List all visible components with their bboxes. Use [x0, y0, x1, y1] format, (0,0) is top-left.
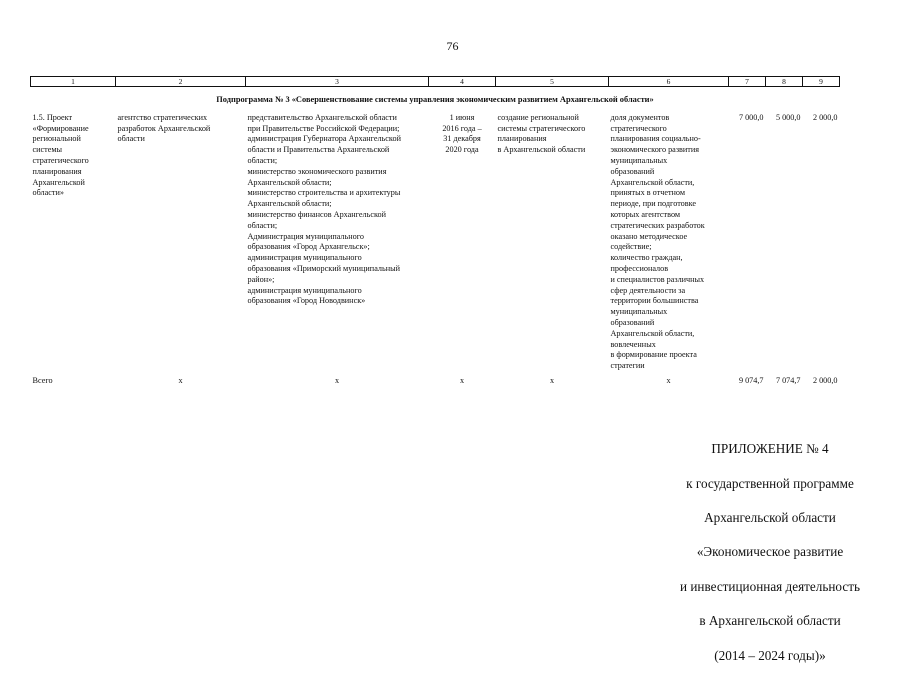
total-col7-cell: 9 074,7 — [738, 375, 764, 385]
total-col8-cell: 7 074,7 — [775, 375, 801, 385]
subprogram-title: Подпрограмма № 3 «Совершенствование системы управления экономическим развитием Архангельской области» — [216, 95, 654, 104]
column-number-3: 3 — [246, 77, 429, 87]
appendix-line: к государственной программе — [686, 475, 854, 491]
total-col2-cell: х — [178, 375, 183, 385]
column-number-4: 4 — [429, 77, 496, 87]
total-col9-cell: 2 000,0 — [812, 375, 838, 385]
subprogram-row — [31, 87, 877, 113]
program-table — [30, 76, 877, 387]
total-col6-cell: х — [666, 375, 671, 385]
funding-total-cell: 7 000,0 — [738, 112, 764, 122]
funding-col8-cell: 5 000,0 — [775, 112, 801, 122]
column-number-7: 7 — [729, 77, 766, 87]
total-row — [31, 372, 877, 387]
appendix-line: (2014 – 2024 годы)» — [714, 647, 826, 663]
appendix-line: «Экономическое развитие — [696, 544, 844, 560]
column-number-row — [31, 77, 877, 87]
appendix-heading — [620, 423, 905, 681]
column-number-5: 5 — [496, 77, 609, 87]
column-number-6: 6 — [609, 77, 729, 87]
appendix-line: в Архангельской области — [699, 613, 841, 629]
co-executors-cell: представительство Архангельской области при Правительстве Российской Федерации; администрация Губернатора Архангельской области и Правительства Архангельской области; министерство экономического развития Архангельской области; министерство строительства и архитектуры Архангельской области; министерство финансов Архангельской области; Администрация муниципального образования «Город Архангельск»; администрация муниципального образования «Приморский муниципальный район»; администрация муниципального образования «Город Новодвинск» — [247, 112, 401, 306]
page-number: 76 — [446, 39, 459, 53]
indicators-cell: доля документов стратегического планирования социально- экономического развития муниципальных образований Архангельской области, принятых в отчетном периоде, при подготовке которых агентством стратегических разработок оказано методическое содействие; количество граждан, профессионалов и специалистов различных сфер деятельности за территории большинства муниципальных образований Архангельской области, вовлеченных в формирование проекта стратегии — [610, 112, 705, 371]
funding-col9-cell: 2 000,0 — [812, 112, 838, 122]
table-row — [31, 113, 877, 372]
total-col3-cell: х — [334, 375, 340, 385]
column-number-1: 1 — [31, 77, 116, 87]
appendix-line: и инвестиционная деятельность — [680, 578, 860, 594]
period-cell: 1 июня 2016 года – 31 декабря 2020 года — [442, 112, 482, 155]
appendix-line: Архангельской области — [704, 510, 836, 526]
expected-result-cell: создание региональной системы стратегического планирования в Архангельской области — [497, 112, 586, 155]
column-number-2: 2 — [116, 77, 246, 87]
project-name-cell: 1.5. Проект «Формирование региональной системы стратегического планирования Архангельской области» — [32, 112, 89, 198]
total-col4-cell: х — [459, 375, 465, 385]
column-number-8: 8 — [766, 77, 803, 87]
total-col5-cell: х — [549, 375, 555, 385]
responsible-executor-cell: агентство стратегических разработок Архангельской области — [117, 112, 211, 144]
total-label-cell: Всего — [32, 375, 53, 385]
column-number-9: 9 — [803, 77, 840, 87]
appendix-title: ПРИЛОЖЕНИЕ № 4 — [711, 441, 829, 457]
